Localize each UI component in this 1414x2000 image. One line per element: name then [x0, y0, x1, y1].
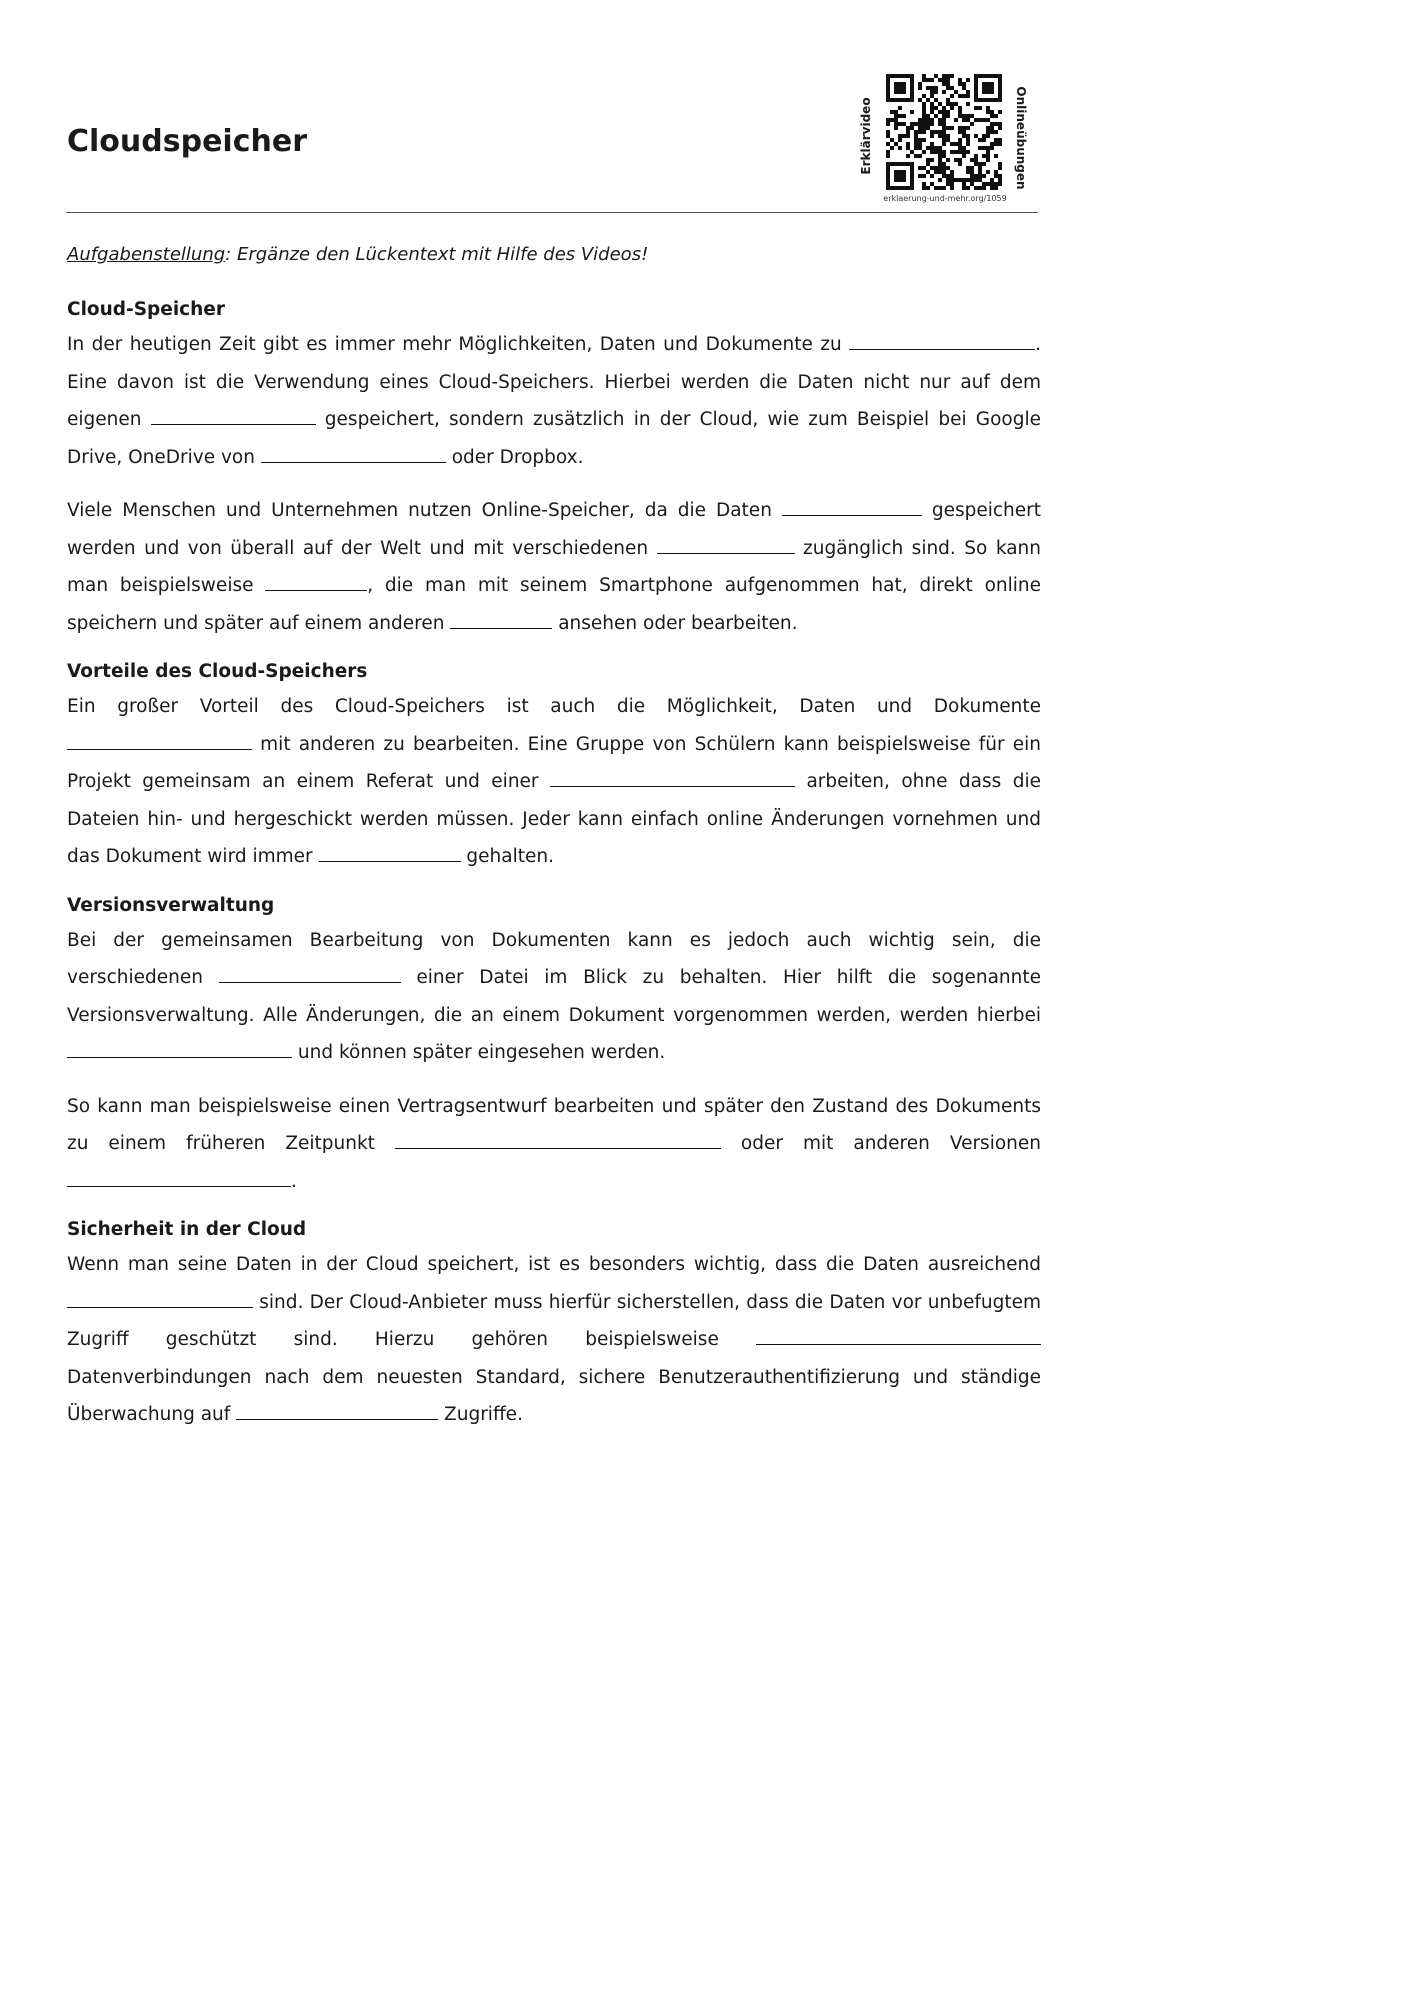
text-segment: einer Datei im Blick zu behalten. Hier hilft die sogenannte Versionsverwaltung. Alle Änderungen, die an einem Dokument vorgenommen werden, werden hierbei: [67, 967, 1041, 1026]
blank-field[interactable]: [849, 329, 1035, 350]
qr-block: [848, 70, 1038, 210]
text-segment: gehalten.: [460, 846, 554, 867]
blank-field[interactable]: [219, 962, 401, 983]
text-segment: Datenverbindungen nach dem neuesten Standard, sichere Benutzerauthentifizierung und ständige Überwachung auf: [67, 1366, 1041, 1425]
text-segment: , die man mit seinem Smartphone aufgenommen hat, direkt online speichern und später auf einem anderen: [67, 575, 1041, 634]
blank-field[interactable]: [550, 766, 795, 787]
text-segment: gespeichert werden und von überall auf der Welt und mit verschiedenen: [67, 500, 1041, 559]
blank-field[interactable]: [319, 841, 461, 862]
text-segment: sind. Der Cloud-Anbieter muss hierfür sicherstellen, dass die Daten vor unbefugtem Zugriff geschützt sind. Hierzu gehören beispielsweise: [67, 1291, 1041, 1350]
text-segment: mit anderen zu bearbeiten. Eine Gruppe von Schülern kann beispielsweise für ein Projekt gemeinsam an einem Referat und einer: [67, 733, 1041, 792]
text-segment: .: [291, 1170, 297, 1192]
blank-field[interactable]: [395, 1128, 721, 1149]
text-segment: . Eine davon ist die Verwendung eines Cloud-Speichers. Hierbei werden die Daten nicht nur auf dem eigenen: [67, 334, 1041, 430]
blank-field[interactable]: [67, 1037, 292, 1058]
section-heading: Versionsverwaltung: [67, 894, 275, 916]
blank-field[interactable]: [67, 1166, 291, 1187]
task-label: Aufgabenstellung: [67, 244, 226, 265]
text-segment: ansehen oder bearbeiten.: [552, 612, 798, 634]
blank-field[interactable]: [756, 1324, 1041, 1345]
text-segment: So kann man beispielsweise einen Vertragsentwurf bearbeiten und später den Zustand des Dokuments zu einem früheren Zeitpunkt: [67, 1095, 1041, 1154]
section-heading: Sicherheit in der Cloud: [67, 1219, 307, 1240]
qr-url[interactable]: erklaerung-und-mehr.org/1059: [883, 194, 1007, 203]
header-divider: [66, 212, 1038, 213]
paragraph: [67, 1246, 1041, 1434]
text-segment: Bei der gemeinsamen Bearbeitung von Dokumenten kann es jedoch auch wichtig sein, die verschiedenen: [67, 929, 1041, 988]
qr-left-label: Erklärvideo: [859, 96, 873, 175]
paragraph: [67, 326, 1041, 476]
text-segment: oder Dropbox.: [445, 446, 584, 468]
text-segment: oder mit anderen Versionen: [720, 1133, 1041, 1154]
blank-field[interactable]: [265, 570, 367, 591]
worksheet-body: [67, 240, 1041, 1450]
qr-right-label: Onlineübungen: [1014, 85, 1028, 190]
blank-field[interactable]: [782, 495, 922, 516]
qr-code-icon[interactable]: [886, 74, 1002, 190]
paragraph: [67, 922, 1041, 1072]
text-segment: gespeichert, sondern zusätzlich in der Cloud, wie zum Beispiel bei Google Drive, OneDrive von: [67, 409, 1041, 468]
section-heading: Vorteile des Cloud-Speichers: [67, 661, 368, 682]
text-segment: Wenn man seine Daten in der Cloud speichert, ist es besonders wichtig, dass die Daten ausreichend: [67, 1254, 1041, 1275]
text-segment: In der heutigen Zeit gibt es immer mehr Möglichkeiten, Daten und Dokumente zu: [67, 334, 850, 355]
task-text: : Ergänze den Lückentext mit Hilfe des Videos!: [225, 244, 649, 265]
paragraph: [67, 1088, 1041, 1201]
text-segment: zugänglich sind. So kann man beispielsweise: [67, 537, 1042, 596]
text-segment: Zugriffe.: [438, 1404, 523, 1425]
blank-field[interactable]: [236, 1399, 438, 1420]
blank-field[interactable]: [151, 404, 316, 425]
task-instruction: [67, 240, 1041, 270]
blank-field[interactable]: [450, 608, 552, 629]
section-heading: Cloud-Speicher: [67, 299, 225, 320]
text-segment: arbeiten, ohne dass die Dateien hin- und hergeschickt werden müssen. Jeder kann einfach online Änderungen vornehmen und das Dokument wird immer: [67, 771, 1042, 867]
blank-field[interactable]: [657, 533, 795, 554]
paragraph: [67, 492, 1041, 642]
text-segment: und können später eingesehen werden.: [292, 1042, 666, 1063]
page-title: Cloudspeicher: [67, 124, 307, 159]
blank-field[interactable]: [67, 1287, 253, 1308]
blank-field[interactable]: [261, 442, 446, 463]
blank-field[interactable]: [67, 729, 252, 750]
text-segment: Viele Menschen und Unternehmen nutzen Online-Speicher, da die Daten: [67, 500, 782, 521]
text-segment: Ein großer Vorteil des Cloud-Speichers ist auch die Möglichkeit, Daten und Dokumente: [67, 696, 1041, 717]
paragraph: [67, 688, 1041, 876]
